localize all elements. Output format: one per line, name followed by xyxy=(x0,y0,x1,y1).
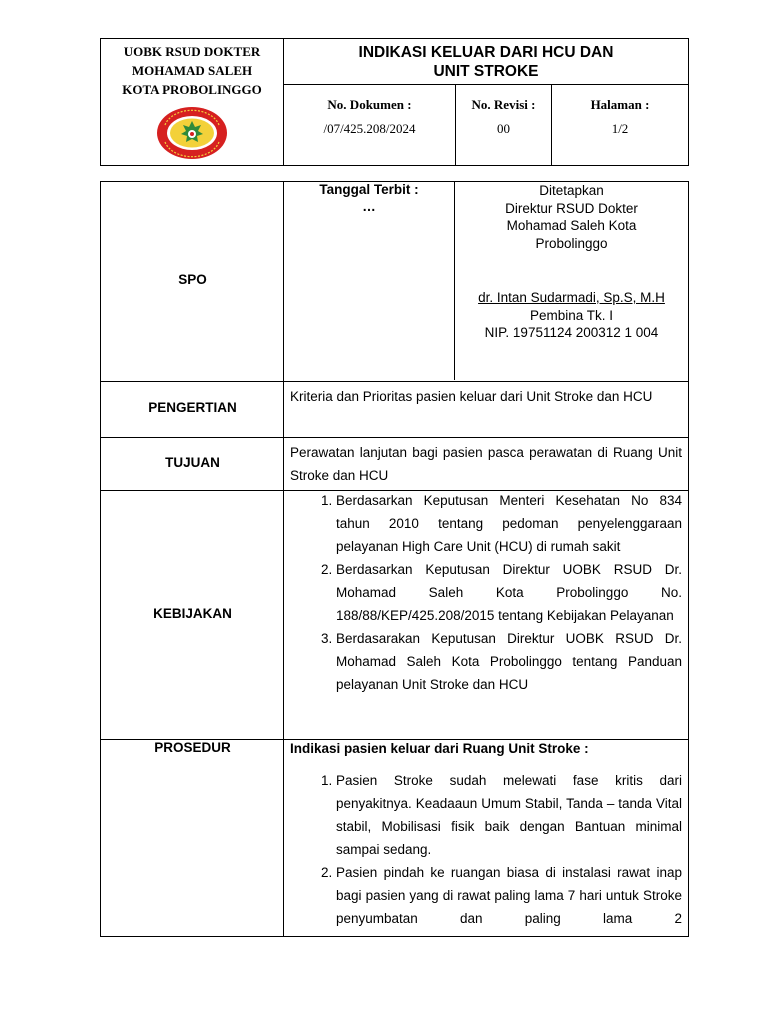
document-number-cell xyxy=(284,85,456,165)
hospital-name-line-2: MOHAMAD SALEH xyxy=(131,63,253,78)
page-cell xyxy=(552,85,688,165)
kebijakan-item: 1. Berdasarkan Keputusan Menteri Kesehatan No 834 tahun 2010 tentang pedoman penyelenggaraan pelayanan High Care Unit (HCU) di rumah sakit xyxy=(336,489,682,558)
revision-value: 00 xyxy=(497,121,510,136)
kebijakan-label: KEBIJAKAN xyxy=(153,606,232,621)
spo-content-cell xyxy=(284,182,688,381)
document-number-label: No. Dokumen : xyxy=(327,97,412,112)
prosedur-row xyxy=(101,740,688,936)
tujuan-content-cell xyxy=(284,438,688,490)
prosedur-label-cell xyxy=(101,740,284,936)
revision-cell xyxy=(456,85,552,165)
spo-row xyxy=(101,182,688,382)
signature-space xyxy=(455,252,688,289)
tujuan-row xyxy=(101,438,688,491)
page-value: 1/2 xyxy=(611,121,629,136)
issue-date-value: … xyxy=(362,199,376,214)
spo-label: SPO xyxy=(178,272,207,287)
prosedur-list xyxy=(284,769,688,930)
tujuan-label: TUJUAN xyxy=(165,455,220,470)
hospital-name-line-1: UOBK RSUD DOKTER xyxy=(123,44,261,59)
document-header xyxy=(100,38,689,166)
approval-line-2: Direktur RSUD Dokter xyxy=(505,200,638,216)
pengertian-label-cell xyxy=(101,382,284,437)
tujuan-label-cell xyxy=(101,438,284,490)
pengertian-content-cell xyxy=(284,382,688,437)
issue-date-cell xyxy=(284,182,455,380)
kebijakan-item: 3. Berdasarakan Keputusan Direktur UOBK RSUD Dr. Mohamad Saleh Kota Probolinggo tentang Panduan pelayanan Unit Stroke dan HCU xyxy=(336,627,682,696)
approval-line-4: Probolinggo xyxy=(535,235,608,251)
prosedur-subtitle: Indikasi pasien keluar dari Ruang Unit Stroke : xyxy=(290,741,589,756)
document-title-line-1: INDIKASI KELUAR DARI HCU DAN xyxy=(358,44,614,61)
kebijakan-row xyxy=(101,491,688,740)
kebijakan-label-cell xyxy=(101,491,284,739)
pengertian-label: PENGERTIAN xyxy=(148,400,237,415)
signer-rank: Pembina Tk. I xyxy=(529,307,614,323)
approval-line-3: Mohamad Saleh Kota xyxy=(506,218,637,233)
hospital-name xyxy=(101,42,283,99)
prosedur-item: 2. Pasien pindah ke ruangan biasa di instalasi rawat inap bagi pasien yang di rawat paling lama 7 hari untuk Stroke penyumbatan dan paling lama 2 xyxy=(336,861,682,930)
hospital-name-line-3: KOTA PROBOLINGGO xyxy=(122,82,262,97)
signer-nip: NIP. 19751124 200312 1 004 xyxy=(484,325,659,340)
hospital-logo xyxy=(155,105,229,161)
prosedur-label: PROSEDUR xyxy=(154,740,231,755)
approval-line-1: Ditetapkan xyxy=(539,183,604,198)
prosedur-content-cell xyxy=(284,740,688,936)
page-label: Halaman : xyxy=(590,97,650,112)
signer-name: dr. Intan Sudarmadi, Sp.S, M.H xyxy=(478,290,665,305)
spo-label-cell xyxy=(101,182,284,381)
approval-cell xyxy=(455,182,688,380)
revision-label: No. Revisi : xyxy=(471,97,536,112)
document-title-line-2: UNIT STROKE xyxy=(433,63,539,80)
kebijakan-item: 2. Berdasarkan Keputusan Direktur UOBK RSUD Dr. Mohamad Saleh Kota Probolinggo No. 188/88/KEP/425.208/2015 tentang Kebijakan Pelayanan xyxy=(336,558,682,627)
kebijakan-content-cell xyxy=(284,491,688,739)
hospital-cell xyxy=(101,39,284,165)
document-number-value: /07/425.208/2024 xyxy=(323,121,416,136)
prosedur-item: 1. Pasien Stroke sudah melewati fase kritis dari penyakitnya. Keadaaun Umum Stabil, Tanda – tanda Vital stabil, Mobilisasi fisik baik dengan Bantuan minimal sampai sedang. xyxy=(336,769,682,861)
pengertian-text: Kriteria dan Prioritas pasien keluar dari Unit Stroke dan HCU xyxy=(290,389,653,404)
tujuan-text: Perawatan lanjutan bagi pasien pasca perawatan di Ruang Unit Stroke dan HCU xyxy=(290,445,682,483)
kebijakan-list xyxy=(284,489,688,696)
document-title xyxy=(284,39,688,85)
procedure-table xyxy=(100,181,689,937)
issue-date-label: Tanggal Terbit : xyxy=(319,182,419,197)
pengertian-row xyxy=(101,382,688,438)
